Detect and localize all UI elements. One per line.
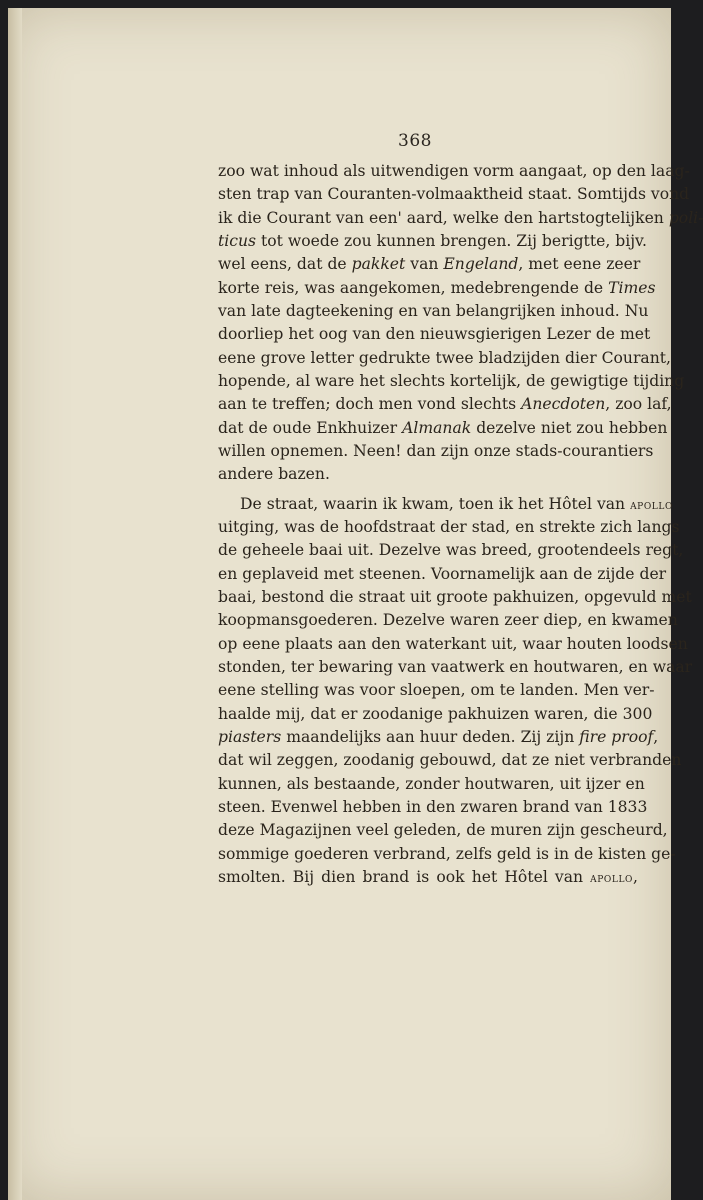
small-caps-word: apollo (630, 496, 673, 512)
text-line: van late dagteekening en van belangrijken inhoud. Nu (218, 301, 649, 320)
text-line: De straat, waarin ik kwam, toen ik het Hôtel van apollo (240, 494, 673, 513)
text-line: dat wil zeggen, zoodanig gebouwd, dat ze niet verbranden (218, 751, 682, 770)
italic-word: Anecdoten (521, 395, 606, 414)
italic-word: Times (608, 278, 656, 297)
book-page (8, 8, 703, 1200)
page-number: 368 (398, 131, 432, 151)
text-line: steen. Evenwel hebben in den zwaren brand van 1833 (218, 797, 648, 816)
italic-word: piasters (218, 727, 282, 746)
text-line: sten trap van Couranten-volmaaktheid staat. Somtijds vond (218, 185, 690, 204)
text-line: eene grove letter gedrukte twee bladzijden dier Courant, (218, 348, 671, 367)
text-line: wel eens, dat de pakket van Engeland, met eene zeer (218, 255, 641, 274)
text-line: kunnen, als bestaande, zonder houtwaren, uit ijzer en (218, 774, 645, 793)
text-line: koopmansgoederen. Dezelve waren zeer diep, en kwamen (218, 611, 678, 630)
text-line: op eene plaats aan den waterkant uit, waar houten loodsen (218, 634, 688, 653)
text-line: eene stelling was voor sloepen, om te landen. Men ver- (218, 681, 655, 700)
text-line: aan te treffen; doch men vond slechts Anecdoten, zoo laf, (218, 395, 672, 414)
text-line: willen opnemen. Neen! dan zijn onze stads-courantiers (218, 441, 654, 460)
text-line: smolten. Bij dien brand is ook het Hôtel van apollo, (218, 867, 638, 886)
text-line: korte reis, was aangekomen, medebrengende de Times (218, 278, 656, 297)
text-line: andere bazen. (218, 465, 330, 484)
text-line: de geheele baai uit. Dezelve was breed, grootendeels regt, (218, 541, 684, 560)
italic-word: pakket (351, 255, 406, 274)
text-line: stonden, ter bewaring van vaatwerk en houtwaren, en waar (218, 657, 693, 676)
text-line: sommige goederen verbrand, zelfs geld is in de kisten ge- (218, 844, 676, 863)
text-line: baai, bestond die straat uit groote pakhuizen, opgevuld met (218, 587, 692, 606)
italic-word: Engeland (443, 255, 519, 274)
text-line: uitging, was de hoofdstraat der stad, en strekte zich langs (218, 517, 680, 536)
italic-word: ticus (218, 231, 257, 250)
italic-word: Almanak (402, 418, 472, 437)
italic-word: poli- (668, 208, 703, 227)
text-line: doorliep het oog van den nieuwsgierigen Lezer de met (218, 325, 651, 344)
text-line: en geplaveid met steenen. Voornamelijk aan de zijde der (218, 564, 667, 583)
text-line: ticus tot woede zou kunnen brengen. Zij berigtte, bijv. (218, 231, 647, 250)
text-line: hopende, al ware het slechts kortelijk, de gewigtige tijding (218, 371, 685, 390)
text-line: dat de oude Enkhuizer Almanak dezelve niet zou hebben (218, 418, 668, 437)
paragraph-1 (218, 160, 703, 487)
paragraph-2 (218, 493, 693, 890)
page-edge (8, 8, 22, 1200)
text-line: zoo wat inhoud als uitwendigen vorm aangaat, op den laag- (218, 162, 690, 180)
small-caps-word: apollo (590, 869, 634, 885)
text-line: piasters maandelijks aan huur deden. Zij zijn fire proof, (218, 727, 659, 746)
text-line: ik die Courant van een' aard, welke den hartstogtelijken poli- (218, 208, 703, 227)
body-text (218, 160, 703, 889)
italic-word: fire proof (579, 727, 654, 746)
text-line: deze Magazijnen veel geleden, de muren zijn gescheurd, (218, 821, 668, 840)
text-line: haalde mij, dat er zoodanige pakhuizen waren, die 300 (218, 704, 653, 723)
